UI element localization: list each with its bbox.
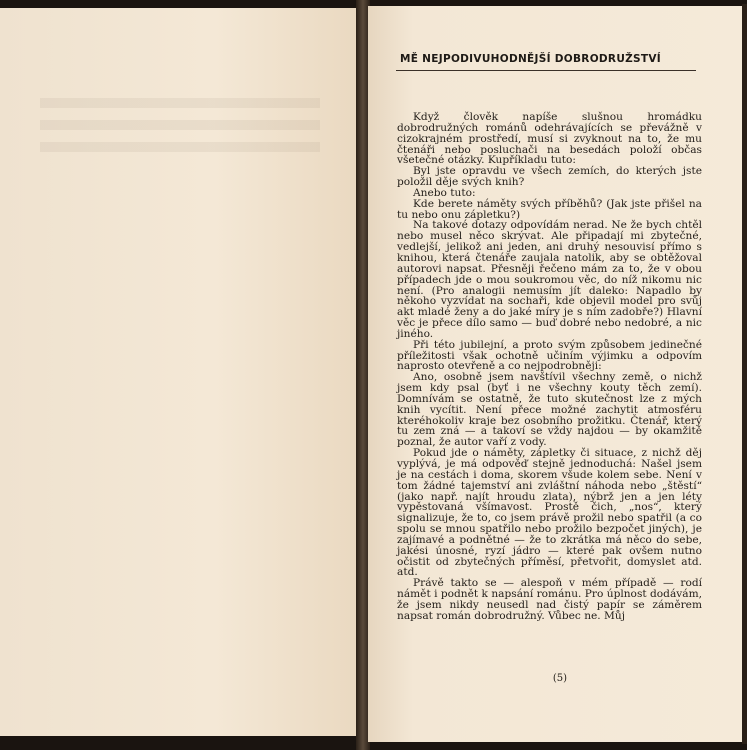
page-edge	[742, 4, 747, 744]
paragraph: Při této jubilejní, a proto svým způsobem jedinečné příležitosti však ochotně učiním výjimku a odpovím naprosto otevřeně a co nejpodrobněji:	[397, 338, 702, 373]
paragraph: Kde berete náměty svých příběhů? (Jak jste přišel na tu nebo onu zápletku?)	[397, 197, 702, 221]
body-text	[397, 112, 702, 622]
paragraph: Byl jste opravdu ve všech zemích, do kterých jste položil děje svých knih?	[397, 165, 702, 189]
show-through-ghost-text	[40, 98, 320, 158]
left-page-blank	[0, 8, 356, 736]
paragraph: Ano, osobně jsem navštívil všechny země, o nichž jsem kdy psal (byť i ne všechny kouty těch zemí). Domnívám se ostatně, že tuto skutečnost lze z mých knih vycítit. Není přece možné zachytit atmosféru kteréhokoliv kraje bez osobního prožitku. Čtenář, který tu zem zná — a takoví se vždy najdou — by okamžitě poznal, že autor vaří z vody.	[397, 371, 702, 449]
paragraph: Anebo tuto:	[413, 186, 476, 199]
paragraph: Když člověk napíše slušnou hromádku dobrodružných románů odehrávajících se převážně v cizokrajném prostředí, musí si zvyknout na to, že mu čtenáři nebo posluchači na besedách položí občas všetečné otázky. Kupříkladu tuto:	[397, 111, 702, 167]
paragraph: Právě takto se — alespoň v mém případě — rodí námět i podnět k napsání románu. Pro úplnost dodávám, že jsem nikdy neusedl nad čistý papír se záměrem napsat román dobrodružný. Vůbec ne. Můj	[397, 577, 702, 622]
running-head: MĚ NEJPODIVUHODNĚJŠÍ DOBRODRUŽSTVÍ	[400, 53, 662, 65]
running-head-rule	[396, 70, 696, 71]
paragraph: Na takové dotazy odpovídám nerad. Ne že bych chtěl nebo musel něco skrývat. Ale připadají mi zbytečné, vedlejší, jelikož ani jeden, ani druhý nesouvisí přímo s knihou, která čtenáře zaujala natolik, aby se obtěžoval autorovi napsat. Přesněji řečeno mám za to, že v obou případech jde o mou soukromou věc, do níž nikomu nic není. (Pro analogii nemusím jít daleko: Napadlo by někoho vyzvídat na sochaři, kde objevil model pro svůj akt mladé ženy a do jaké míry je s ním zadobře?) Hlavní věc je přece dílo samo — buď dobré nebo nedobré, a nic jiného.	[397, 219, 702, 340]
paragraph: Pokud jde o náměty, zápletky či situace, z nichž děj vyplývá, je má odpověď stejně jednoduchá: Našel jsem je na cestách i doma, skorem všude kolem sebe. Není v tom žádné tajemství ani zvláštní náhoda nebo „štěstí“ (jako např. najít hroudu zlata), nýbrž jen a jen léty vypěstovaná všímavost. Prostě čich, „nos“, který signalizuje, že to, co jsem právě prožil nebo spatřil (a co spolu se mnou spatřilo nebo prožilo bezpočet jiných), je zajímavé a podnětné — že to zkrátka má něco do sebe, jakési únosné, ryzí jádro — které pak ovšem nutno očistit od zbytečných příměsí, přetvořit, domyslet atd. atd.	[397, 447, 702, 579]
page-number: (5)	[552, 673, 568, 684]
